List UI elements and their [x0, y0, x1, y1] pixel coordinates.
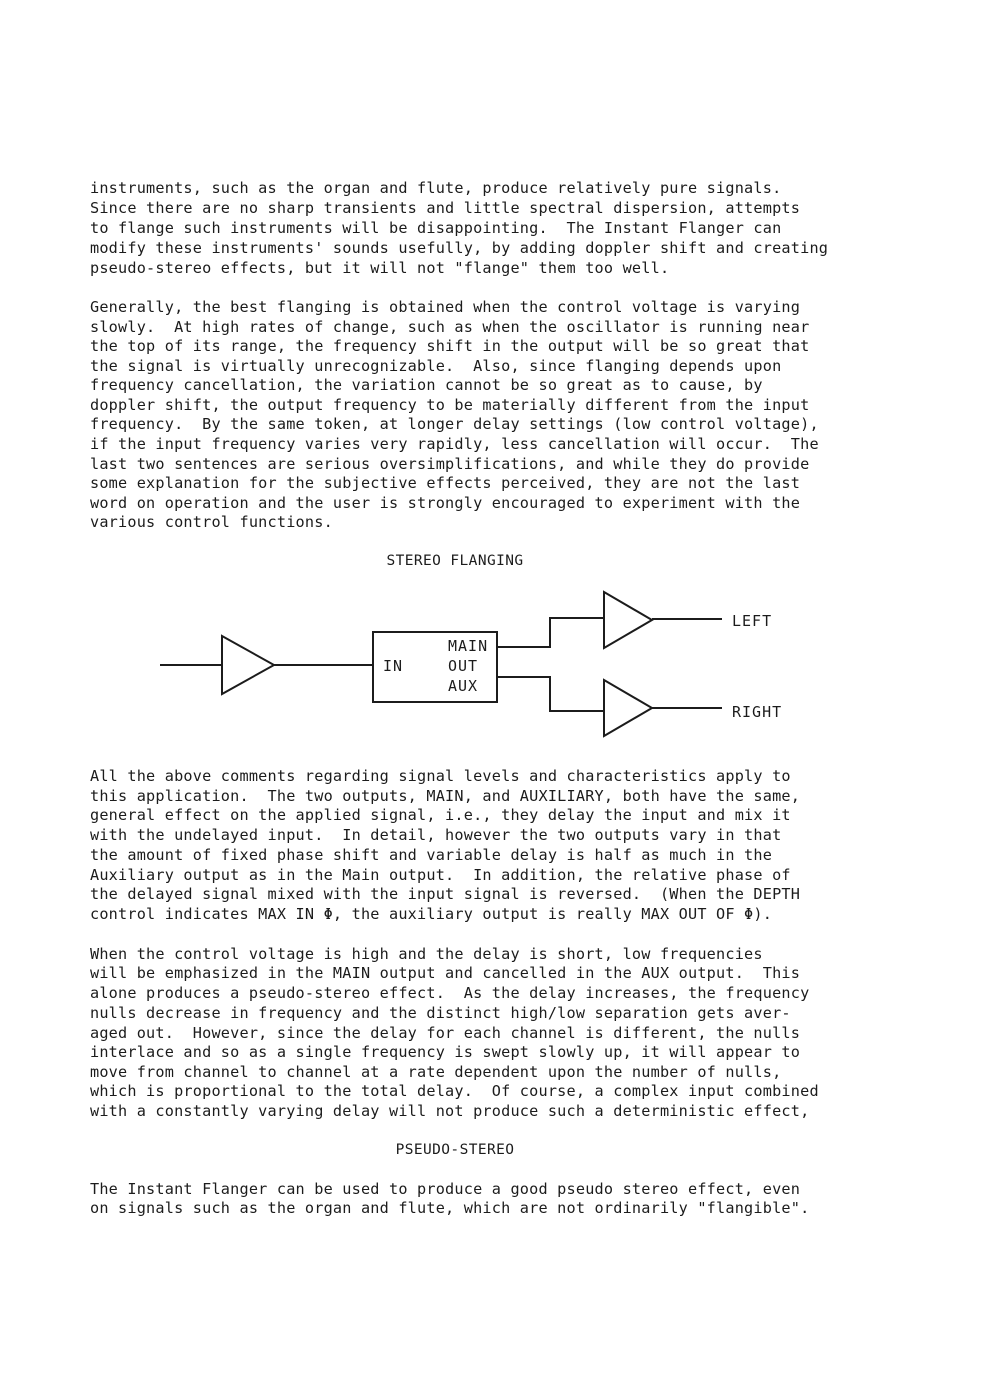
text-line: the amount of fixed phase shift and variable delay is half as much in the [90, 846, 773, 864]
text-line: which is proportional to the total delay. Of course, a complex input combined [90, 1082, 819, 1100]
aux-output-wire [497, 677, 604, 711]
text-line: last two sentences are serious oversimplifications, and while they do provide [90, 455, 810, 473]
section-heading-stereo-flanging: STEREO FLANGING [386, 553, 524, 569]
text-line: move from channel to channel at a rate dependent upon the number of nulls, [90, 1063, 782, 1081]
text-line: the signal is virtually unrecognizable. Also, since flanging depends upon [90, 357, 782, 375]
text-line: interlace and so as a single frequency is swept slowly up, it will appear to [90, 1043, 801, 1061]
text-line: alone produces a pseudo-stereo effect. As the delay increases, the frequency [90, 984, 810, 1002]
text-line: with the undelayed input. In detail, however the two outputs vary in that [90, 826, 782, 844]
right-channel-label: RIGHT [732, 703, 783, 721]
text-line: general effect on the applied signal, i.e., they delay the input and mix it [90, 806, 791, 824]
text-line: frequency. By the same token, at longer delay settings (low control voltage), [90, 415, 819, 433]
text-line: control indicates MAX IN Φ, the auxiliary output is really MAX OUT OF Φ). [90, 905, 773, 923]
left-channel-label: LEFT [732, 612, 773, 630]
section-heading-pseudo-stereo: PSEUDO-STEREO [395, 1142, 515, 1158]
text-line: pseudo-stereo effects, but it will not "flange" them too well. [90, 259, 670, 277]
box-in-label: IN [383, 657, 404, 675]
text-line: doppler shift, the output frequency to be materially different from the input [90, 396, 810, 414]
text-line: some explanation for the subjective effects perceived, they are not the last [90, 474, 801, 492]
box-main-label: MAIN [448, 637, 489, 655]
box-aux-label: AUX [448, 677, 479, 695]
main-output-wire [497, 618, 604, 647]
text-line: the top of its range, the frequency shift in the output will be so great that [90, 337, 810, 355]
text-line: nulls decrease in frequency and the distinct high/low separation gets aver- [90, 1004, 791, 1022]
text-line: this application. The two outputs, MAIN, and AUXILIARY, both have the same, [90, 787, 801, 805]
text-line: instruments, such as the organ and flute, produce relatively pure signals. [90, 179, 782, 197]
text-line: Auxiliary output as in the Main output. In addition, the relative phase of [90, 866, 791, 884]
input-amplifier-triangle [222, 636, 274, 694]
text-line: modify these instruments' sounds usefully, by adding doppler shift and creating [90, 239, 829, 257]
text-line: The Instant Flanger can be used to produce a good pseudo stereo effect, even [90, 1180, 801, 1198]
text-line: will be emphasized in the MAIN output and cancelled in the AUX output. This [90, 964, 801, 982]
text-line: When the control voltage is high and the delay is short, low frequencies [90, 945, 763, 963]
text-line: frequency cancellation, the variation cannot be so great as to cause, by [90, 376, 763, 394]
text-line: if the input frequency varies very rapidly, less cancellation will occur. The [90, 435, 819, 453]
text-line: Generally, the best flanging is obtained when the control voltage is varying [90, 298, 801, 316]
text-line: Since there are no sharp transients and little spectral dispersion, attempts [90, 199, 801, 217]
box-out-label: OUT [448, 657, 479, 675]
text-line: with a constantly varying delay will not produce such a deterministic effect, [90, 1102, 810, 1120]
text-line: the delayed signal mixed with the input signal is reversed. (When the DEPTH [90, 885, 801, 903]
text-line: to flange such instruments will be disappointing. The Instant Flanger can [90, 219, 782, 237]
right-amplifier-triangle [604, 680, 652, 736]
text-line: word on operation and the user is strongly encouraged to experiment with the [90, 494, 801, 512]
left-amplifier-triangle [604, 592, 652, 648]
text-line: various control functions. [90, 513, 333, 531]
text-line: slowly. At high rates of change, such as when the oscillator is running near [90, 318, 810, 336]
text-line: aged out. However, since the delay for each channel is different, the nulls [90, 1024, 801, 1042]
text-line: All the above comments regarding signal levels and characteristics apply to [90, 767, 791, 785]
text-line: on signals such as the organ and flute, which are not ordinarily "flangible". [90, 1199, 810, 1217]
